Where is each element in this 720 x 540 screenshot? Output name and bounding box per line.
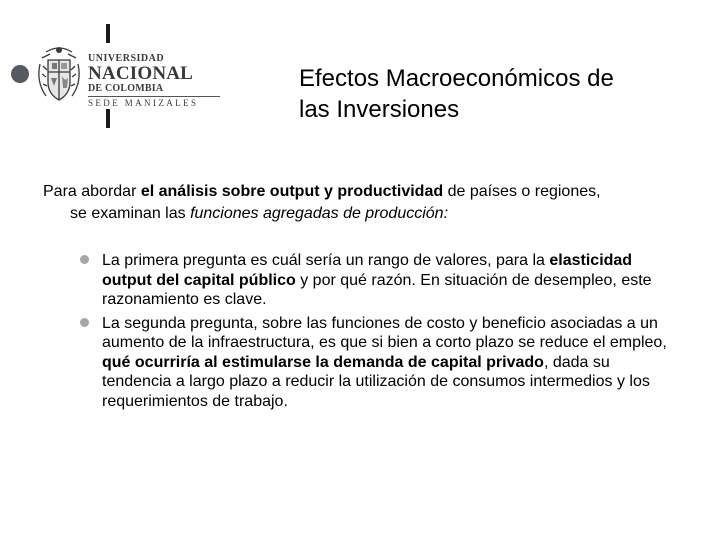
list-item: [78, 251, 678, 310]
slide-title-line-2: las Inversiones: [299, 96, 460, 123]
slide-title-line-1: Efectos Macroeconómicos de: [299, 65, 614, 92]
coat-of-arms-icon: [34, 42, 84, 106]
decorative-bar-bottom: [106, 109, 110, 128]
bullet-2-bold: qué ocurriría al estimularse la demanda de capital privado: [102, 353, 544, 371]
bullet-1-bold: elasticidad output del capital público: [102, 252, 633, 289]
intro-bold-1: el análisis sobre output y productividad: [140, 183, 444, 200]
bullet-1-text-2: y por qué razón. En situación de desempleo, este razonamiento es clave.: [102, 271, 652, 308]
intro-text-1: Para abordar: [43, 183, 141, 200]
logo-university-label: UNIVERSIDAD: [88, 53, 165, 64]
bullet-list: [78, 251, 678, 415]
intro-text-2: de países o regiones,: [443, 183, 601, 200]
list-item: [78, 314, 678, 412]
logo-nacional-label: NACIONAL: [88, 63, 194, 84]
decorative-dot: [11, 65, 29, 83]
bullet-2-text-2: , dada su tendencia a largo plazo a reducir la utilización de consumos intermedios y los requerimientos de trabajo.: [102, 353, 650, 410]
logo-colombia-label: DE COLOMBIA: [88, 83, 164, 94]
bullet-icon: [80, 255, 89, 264]
bullet-1-text-1: La primera pregunta es cuál sería un rango de valores, para la: [102, 252, 550, 269]
university-logo: [34, 40, 199, 110]
intro-paragraph: [43, 181, 683, 225]
bullet-icon: [80, 318, 89, 327]
slide-title: [299, 63, 709, 125]
bullet-2-text-1: La segunda pregunta, sobre las funciones de costo y beneficio asociadas a un aumento de la infraestructura, es que si bien a corto plazo se reduce el empleo,: [102, 314, 667, 351]
intro-text-3: se examinan las: [70, 205, 191, 222]
logo-campus-label: SEDE MANIZALES: [88, 96, 220, 109]
intro-italic-1: funciones agregadas de producción:: [190, 205, 449, 222]
